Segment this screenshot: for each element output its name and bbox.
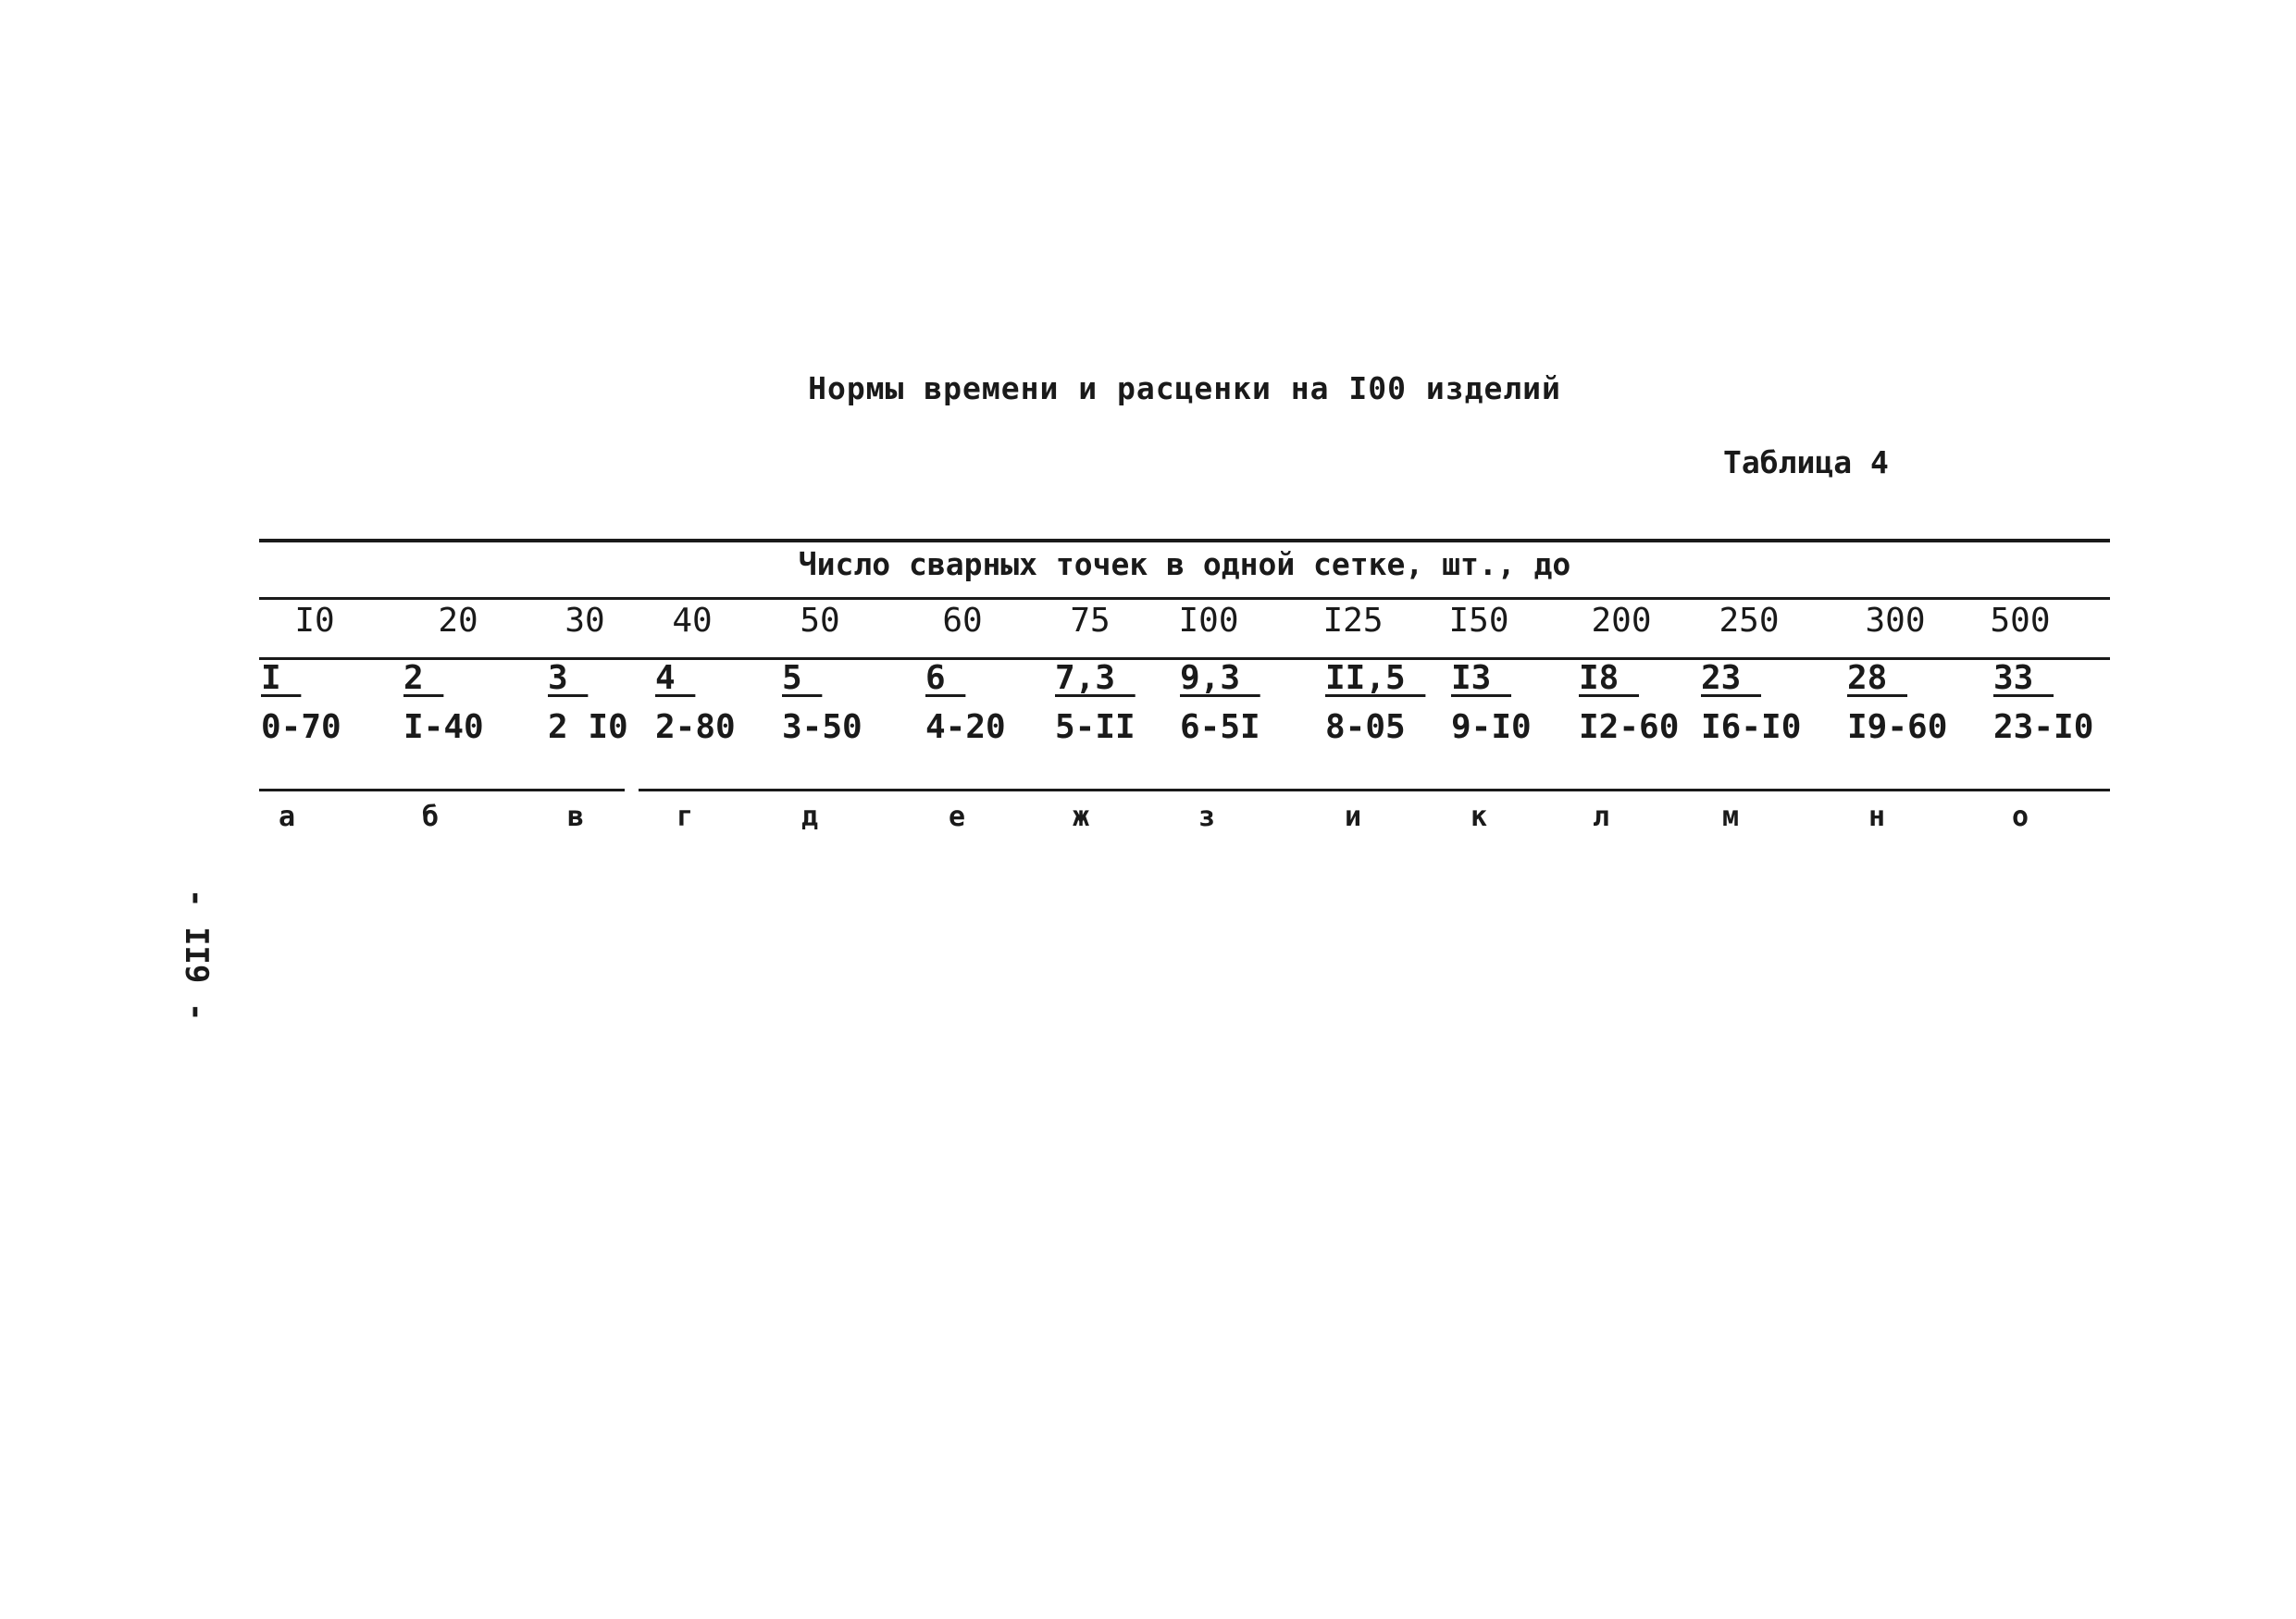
- norm-cell: 28: [1847, 659, 1908, 697]
- norm-cell: 2: [403, 659, 444, 697]
- norm-cell: I8: [1579, 659, 1640, 697]
- count-cell: I25: [1322, 602, 1384, 640]
- column-letter: з: [1198, 801, 1216, 833]
- column-letter: в: [566, 801, 585, 833]
- count-cell: I50: [1448, 602, 1509, 640]
- page-title: Нормы времени и расценки на I00 изделий: [808, 370, 1561, 406]
- norm-cell: 3: [548, 659, 589, 697]
- column-letter: ж: [1072, 801, 1090, 833]
- count-cell: 75: [1070, 602, 1111, 640]
- count-cell: 40: [672, 602, 713, 640]
- column-letter: е: [948, 801, 966, 833]
- price-cell: 2 I0: [548, 708, 628, 746]
- price-cell: 0-70: [261, 708, 341, 746]
- price-cell: I-40: [403, 708, 484, 746]
- header-caption: Число сварных точек в одной сетке, шт., до: [798, 546, 1571, 582]
- column-letter: а: [278, 801, 296, 833]
- table-top-rule: [259, 539, 2110, 542]
- norm-cell: I3: [1451, 659, 1512, 697]
- count-cell: I00: [1178, 602, 1239, 640]
- column-letter: о: [2011, 801, 2029, 833]
- norm-cell: 9,3: [1180, 659, 1260, 697]
- norm-cell: 23: [1701, 659, 1762, 697]
- norm-cell: I: [261, 659, 302, 697]
- letters-rule-left: [259, 789, 625, 791]
- column-letter: д: [800, 801, 819, 833]
- column-letter: г: [676, 801, 694, 833]
- count-cell: 50: [800, 602, 840, 640]
- count-cell: 60: [942, 602, 983, 640]
- column-letter: б: [421, 801, 440, 833]
- price-cell: I2-60: [1579, 708, 1680, 746]
- norm-cell: 33: [1993, 659, 2054, 697]
- column-letter: м: [1721, 801, 1740, 833]
- count-cell: 200: [1591, 602, 1652, 640]
- price-cell: 2-80: [655, 708, 736, 746]
- price-cell: I6-I0: [1701, 708, 1802, 746]
- norm-cell: 5: [782, 659, 823, 697]
- price-cell: 6-5I: [1180, 708, 1260, 746]
- price-cell: 4-20: [925, 708, 1006, 746]
- price-cell: 3-50: [782, 708, 863, 746]
- header-rule: [259, 597, 2110, 600]
- norm-cell: II,5: [1325, 659, 1426, 697]
- price-cell: I9-60: [1847, 708, 1948, 746]
- column-letter: и: [1344, 801, 1362, 833]
- price-cell: 9-I0: [1451, 708, 1532, 746]
- count-cell: 250: [1719, 602, 1780, 640]
- count-cell: 20: [438, 602, 478, 640]
- column-letter: л: [1592, 801, 1610, 833]
- count-cell: 30: [565, 602, 605, 640]
- column-letter: к: [1470, 801, 1488, 833]
- price-cell: 8-05: [1325, 708, 1406, 746]
- column-letter: н: [1868, 801, 1886, 833]
- count-cell: 300: [1865, 602, 1926, 640]
- count-cell: I0: [294, 602, 335, 640]
- price-cell: 23-I0: [1993, 708, 2094, 746]
- table-label: Таблица 4: [1723, 444, 1889, 480]
- norm-cell: 6: [925, 659, 966, 697]
- count-cell: 500: [1990, 602, 2051, 640]
- norm-cell: 4: [655, 659, 696, 697]
- norm-cell: 7,3: [1055, 659, 1136, 697]
- side-page-number: - II9 -: [178, 889, 215, 1022]
- letters-rule-right: [639, 789, 2110, 791]
- price-cell: 5-II: [1055, 708, 1136, 746]
